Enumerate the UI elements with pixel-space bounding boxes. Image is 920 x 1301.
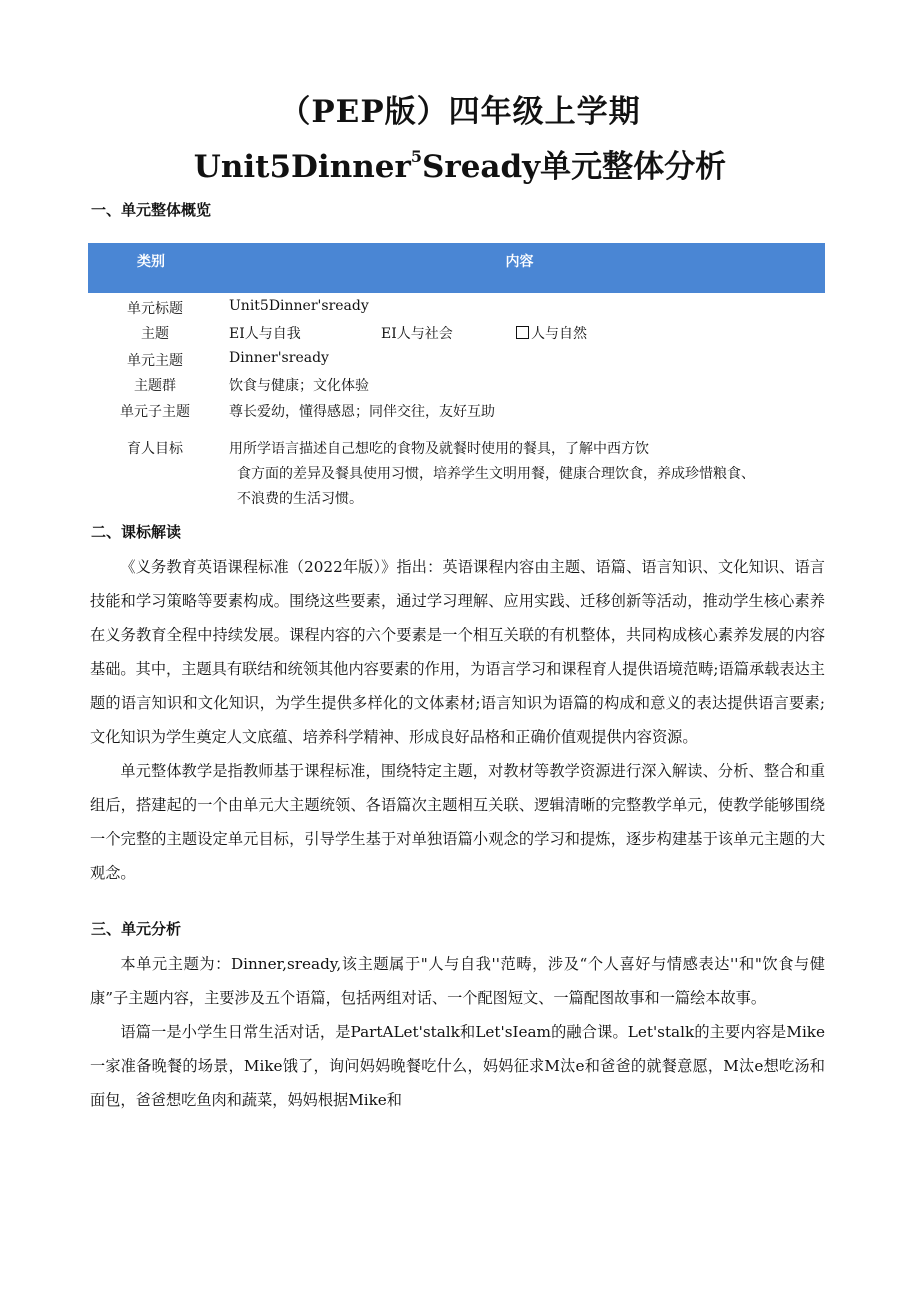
doc-title-line2-b: Sready单元整体分析	[421, 149, 727, 185]
section-heading-analysis: 三、单元分析	[91, 920, 182, 938]
doc-title-line1: （PEP版）四年级上学期	[279, 94, 641, 130]
row-value: Dinner'sready	[229, 350, 329, 366]
goal-line-1: 用所学语言描述自己想吃的食物及就餐时使用的餐具，了解中西方饮	[229, 441, 649, 457]
standards-text	[90, 550, 825, 890]
theme-option-society: EI人与社会	[381, 326, 453, 342]
checkbox-icon	[516, 326, 529, 339]
paragraph: 本单元主题为：Dinner,sready,该主题属于"人与自我''范畴，涉及“个人喜好与情感表达''和"饮食与健康”子主题内容，主要涉及五个语篇，包括两组对话、一个配图短文、一篇配图故事和一篇绘本故事。	[90, 955, 825, 1007]
row-label: 单元主题	[127, 353, 183, 369]
paragraph: 《义务教育英语课程标准（2022年版）》指出：英语课程内容由主题、语篇、语言知识、文化知识、语言技能和学习策略等要素构成。围绕这些要素，通过学习理解、应用实践、迁移创新等活动，推动学生核心素养在义务教育全程中持续发展。课程内容的六个要素是一个相互关联的有机整体，共同构成核心素养发展的内容基础。其中，主题具有联结和统领其他内容要素的作用，为语言学习和课程育人提供语境范畴;语篇承载表达主题的语言知识和文化知识，为学生提供多样化的文体素材;语言知识为语篇的构成和意义的表达提供语言要素;文化知识为学生奠定人文底蕴、培养科学精神、形成良好品格和正确价值观提供内容资源。	[90, 558, 825, 746]
row-label: 单元子主题	[120, 404, 190, 420]
row-label: 育人目标	[127, 441, 183, 457]
row-label: 主题群	[134, 378, 176, 394]
table-header-content: 内容	[505, 254, 534, 270]
row-value: 饮食与健康；文化体验	[229, 378, 369, 394]
theme-option-nature: 人与自然	[516, 323, 587, 343]
section-heading-overview: 一、单元整体概览	[91, 201, 212, 219]
doc-title-line2-sup: 5	[410, 147, 422, 166]
goal-line-3: 不浪费的生活习惯。	[237, 491, 363, 507]
goal-line-2: 食方面的差异及餐具使用习惯，培养学生文明用餐，健康合理饮食，养成珍惜粮食、	[237, 466, 755, 482]
theme-option-self: EI人与自我	[229, 326, 301, 342]
row-value: Unit5Dinner'sready	[229, 298, 369, 314]
row-label: 主题	[141, 326, 169, 342]
row-value: 尊长爱幼，懂得感恩；同伴交往，友好互助	[229, 404, 495, 420]
paragraph: 语篇一是小学生日常生活对话，是PartALet'stalk和Let'sIeam的融合课。Let'stalk的主要内容是Mike一家准备晚餐的场景，Mike饿了，询问妈妈晚餐吃什么，妈妈征求M汰e和爸爸的就餐意愿，M汰e想吃汤和面包，爸爸想吃鱼肉和蔬菜，妈妈根据Mike和	[90, 1023, 825, 1109]
row-label: 单元标题	[127, 301, 183, 317]
analysis-text	[90, 947, 825, 1117]
paragraph: 单元整体教学是指教师基于课程标准，围绕特定主题，对教材等教学资源进行深入解读、分析、整合和重组后，搭建起的一个由单元大主题统领、各语篇次主题相互关联、逻辑清晰的完整教学单元，使教学能够围绕一个完整的主题设定单元目标，引导学生基于对单独语篇小观念的学习和提炼，逐步构建基于该单元主题的大观念。	[90, 762, 825, 882]
doc-title-line2-a: Unit5Dinner	[193, 149, 411, 185]
section-heading-standards: 二、课标解读	[91, 523, 182, 541]
table-header	[88, 243, 825, 293]
doc-title-line2	[0, 141, 920, 186]
table-header-category: 类别	[137, 254, 165, 270]
